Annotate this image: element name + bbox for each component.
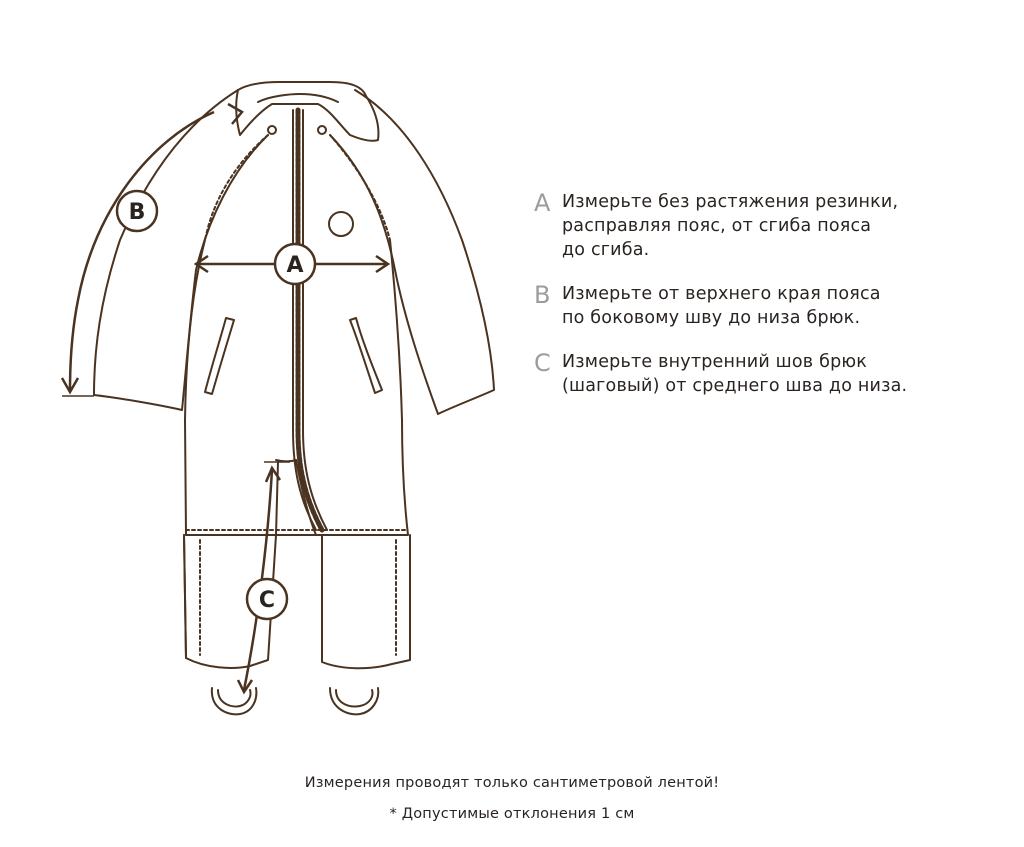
marker-a <box>275 244 315 284</box>
legend-item-b <box>534 282 1004 330</box>
svg-text:B: B <box>128 200 146 225</box>
marker-b <box>117 191 157 231</box>
measurement-note: Измерения проводят только сантиметровой лентой! <box>304 775 720 791</box>
svg-text:C: C <box>258 588 276 613</box>
svg-text:A: A <box>286 253 304 278</box>
legend-letter: A <box>534 189 551 217</box>
right-sleeve <box>330 90 494 414</box>
tolerance-note: * Допустимые отклонения 1 см <box>389 806 635 822</box>
marker-c <box>247 579 287 619</box>
measurement-legend <box>534 190 1004 418</box>
right-pocket <box>350 318 382 393</box>
left-pocket <box>205 318 234 394</box>
legend-letter: B <box>534 281 551 309</box>
legend-text: Измерьте от верхнего края пояса по боковому шву до низа брюк. <box>562 284 881 328</box>
legend-text: Измерьте внутренний шов брюк (шаговый) от среднего шва до низа. <box>562 352 908 396</box>
right-foot-strap <box>330 688 378 714</box>
legend-letter: C <box>534 349 551 377</box>
legend-item-a <box>534 190 1004 262</box>
legend-text: Измерьте без растяжения резинки, расправляя пояс, от сгиба пояса до сгиба. <box>562 192 899 260</box>
left-sleeve <box>94 90 268 410</box>
legend-item-c <box>534 350 1004 398</box>
